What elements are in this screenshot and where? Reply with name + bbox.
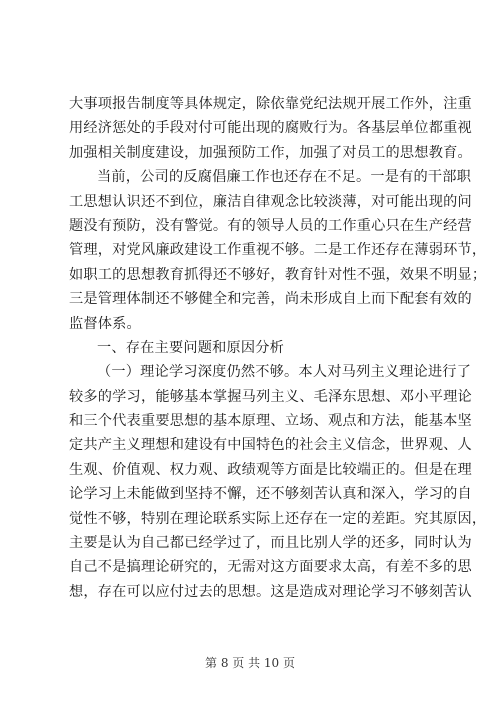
text-line: 定共产主义理想和建设有中国特色的社会主义信念，世界观、人 [69, 437, 472, 454]
text-line: 题没有预防，没有警觉。有的领导人员的工作重心只在生产经营 [69, 217, 472, 234]
text-line: 觉性不够，特别在理论联系实际上还存在一定的差距。究其原因， [69, 510, 487, 527]
text-line: 如职工的思想教育抓得还不够好，教育针对性不强，效果不明显； [69, 266, 487, 283]
document-body [69, 92, 487, 604]
text-line: 较多的学习，能够基本掌握马列主义、毛泽东思想、邓小平理论 [69, 388, 472, 405]
text-line: 自己不是搞理论研究的，无需对这方面要求太高，有差不多的思 [69, 559, 472, 576]
text-line: 监督体系。 [69, 315, 141, 332]
text-line: （一）理论学习深度仍然不够。本人对马列主义理论进行了 [97, 364, 472, 381]
text-line: 加强相关制度建设，加强预防工作，加强了对员工的思想教育。 [69, 144, 472, 161]
text-line: 论学习上未能做到坚持不懈，还不够刻苦认真和深入，学习的自 [69, 486, 472, 503]
text-line: 大事项报告制度等具体规定，除依靠党纪法规开展工作外，注重 [69, 96, 472, 112]
text-line: 主要是认为自己都已经学过了，而且比别人学的还多，同时认为 [69, 535, 472, 552]
text-line: 一、存在主要问题和原因分析 [97, 339, 285, 356]
text-line: 想，存在可以应付过去的思想。这是造成对理论学习不够刻苦认 [69, 583, 472, 600]
text-line: 当前，公司的反腐倡廉工作也还存在不足。一是有的干部职 [97, 169, 472, 186]
text-line: 生观、价值观、权力观、政绩观等方面是比较端正的。但是在理 [69, 461, 472, 478]
page-footer: 第 8 页 共 10 页 [205, 656, 295, 670]
text-line: 用经济惩处的手段对付可能出现的腐败行为。各基层单位都重视 [69, 120, 472, 137]
text-line: 和三个代表重要思想的基本原理、立场、观点和方法，能基本坚 [69, 413, 472, 430]
text-line: 工思想认识还不到位，廉洁自律观念比较淡薄，对可能出现的问 [69, 193, 472, 210]
text-line: 管理，对党风廉政建设工作重视不够。二是工作还存在薄弱环节， [69, 242, 487, 259]
text-line: 三是管理体制还不够健全和完善，尚未形成自上而下配套有效的 [69, 291, 472, 308]
